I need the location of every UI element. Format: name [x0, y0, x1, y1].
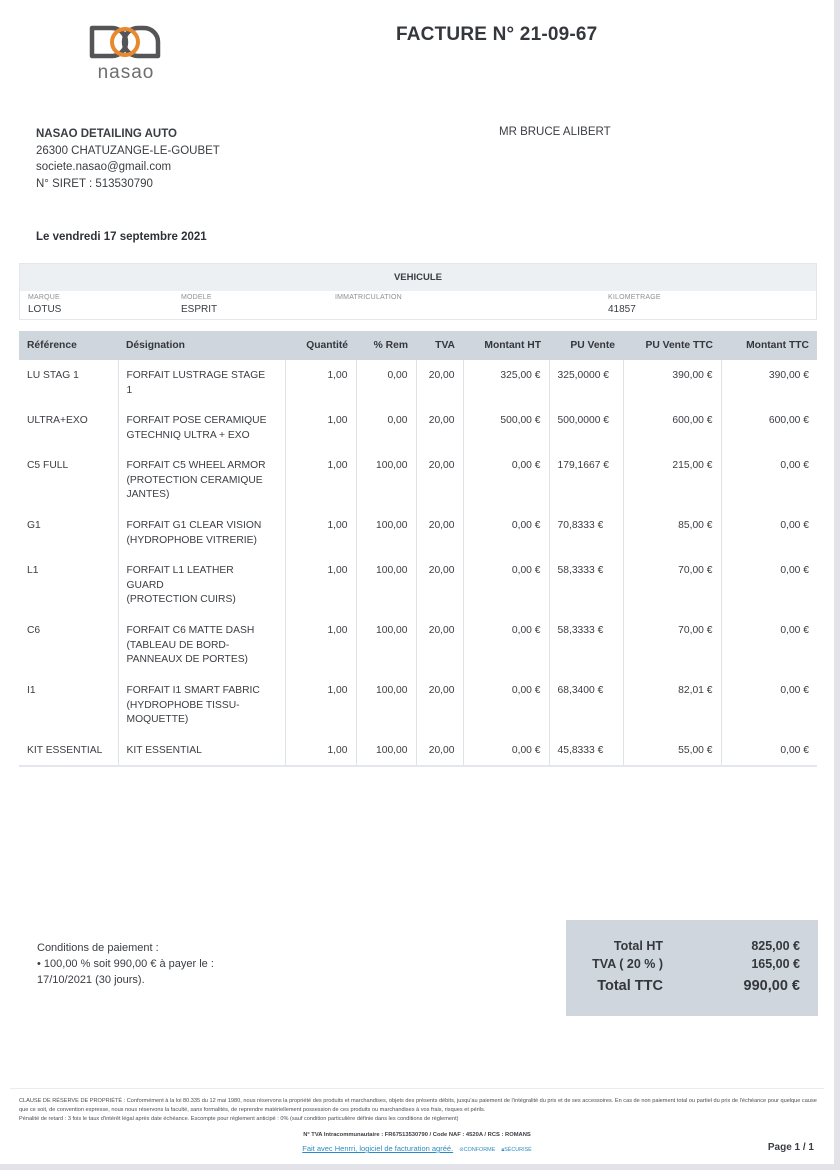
- total-ht-label: Total HT: [613, 939, 663, 953]
- cell-montant-ht: 0,00 €: [463, 555, 549, 615]
- cell-quantite: 1,00: [285, 405, 356, 450]
- payment-line-1: • 100,00 % soit 990,00 € à payer le :: [37, 958, 214, 970]
- tva-label: TVA ( 20 % ): [592, 957, 663, 971]
- table-row: [19, 555, 817, 615]
- logo-wordmark: nasao: [97, 62, 155, 83]
- table-row: [19, 360, 817, 405]
- cell-montant-ht: 500,00 €: [463, 405, 549, 450]
- col-header-quantite: Quantité: [285, 331, 356, 360]
- cell-quantite: 1,00: [285, 510, 356, 555]
- cell-reference: LU STAG 1: [27, 370, 79, 381]
- henrri-link[interactable]: Fait avec Henrri, logiciel de facturation agréé.: [302, 1144, 454, 1153]
- cell-pu-vente: 45,8333 €: [549, 735, 623, 766]
- cell-reference: I1: [27, 685, 36, 696]
- payment-title: Conditions de paiement :: [37, 942, 159, 954]
- cell-rem: 100,00: [356, 615, 416, 675]
- cell-pu-vente-ttc: 215,00 €: [623, 450, 721, 510]
- cell-quantite: 1,00: [285, 450, 356, 510]
- cell-designation: FORFAIT POSE CERAMIQUE GTECHNIQ ULTRA + EXO: [118, 405, 285, 450]
- cell-pu-vente: 58,3333 €: [549, 555, 623, 615]
- company-address: 26300 CHATUZANGE-LE-GOUBET: [36, 144, 220, 157]
- cell-rem: 0,00: [356, 405, 416, 450]
- vehicle-title: VEHICULE: [20, 264, 816, 291]
- cell-rem: 100,00: [356, 510, 416, 555]
- company-siret: N° SIRET : 513530790: [36, 177, 153, 190]
- cell-designation: KIT ESSENTIAL: [118, 735, 285, 766]
- cell-pu-vente: 70,8333 €: [549, 510, 623, 555]
- cell-montant-ht: 325,00 €: [463, 360, 549, 405]
- cell-montant-ttc: 0,00 €: [721, 510, 817, 555]
- cell-tva: 20,00: [416, 735, 463, 766]
- field-value: 41857: [608, 304, 636, 315]
- company-email: societe.nasao@gmail.com: [36, 161, 172, 173]
- cell-quantite: 1,00: [285, 615, 356, 675]
- cell-montant-ht: 0,00 €: [463, 450, 549, 510]
- cell-pu-vente: 58,3333 €: [549, 615, 623, 675]
- cell-designation: FORFAIT C6 MATTE DASH (TABLEAU DE BORD- PANNEAUX DE PORTES): [118, 615, 285, 675]
- cell-quantite: 1,00: [285, 360, 356, 405]
- table-row: [19, 615, 817, 675]
- cell-reference: ULTRA+EXO: [27, 415, 88, 426]
- invoice-title: FACTURE N° 21-09-67: [396, 24, 598, 45]
- conforme-badge: [459, 1147, 495, 1153]
- field-label: KILOMETRAGE: [608, 294, 661, 301]
- cell-montant-ht: 0,00 €: [463, 510, 549, 555]
- cell-quantite: 1,00: [285, 675, 356, 735]
- cell-reference: G1: [27, 520, 41, 531]
- lock-icon: 🔒︎: [501, 1147, 505, 1153]
- table-row: [19, 510, 817, 555]
- cell-designation: FORFAIT I1 SMART FABRIC (HYDROPHOBE TISSU- MOQUETTE): [118, 675, 285, 735]
- cell-montant-ttc: 600,00 €: [721, 405, 817, 450]
- property-clause: [19, 1097, 819, 1125]
- table-row: [19, 450, 817, 510]
- cell-reference: L1: [27, 565, 39, 576]
- cell-pu-vente: 179,1667 €: [549, 450, 623, 510]
- cell-tva: 20,00: [416, 510, 463, 555]
- securise-label: SÉCURISÉ: [504, 1147, 532, 1153]
- client-name: MR BRUCE ALIBERT: [499, 126, 611, 138]
- table-header-row: [19, 331, 817, 360]
- payment-conditions: [37, 940, 214, 988]
- cell-pu-vente: 68,3400 €: [549, 675, 623, 735]
- col-header-montant-ttc: Montant TTC: [721, 331, 817, 360]
- cell-pu-vente-ttc: 600,00 €: [623, 405, 721, 450]
- table-row: [19, 405, 817, 450]
- footer-divider: [10, 1088, 824, 1089]
- cell-reference: KIT ESSENTIAL: [19, 735, 118, 766]
- company-name: NASAO DETAILING AUTO: [36, 128, 177, 140]
- col-header-montant-ht: Montant HT: [463, 331, 549, 360]
- cell-tva: 20,00: [416, 405, 463, 450]
- cell-tva: 20,00: [416, 615, 463, 675]
- conforme-label: CONFORME: [463, 1147, 496, 1153]
- field-value: LOTUS: [28, 304, 62, 315]
- cell-montant-ht: 0,00 €: [463, 615, 549, 675]
- vehicle-field-marque: [28, 294, 61, 315]
- cell-designation: FORFAIT C5 WHEEL ARMOR (PROTECTION CERAMIQUE JANTES): [118, 450, 285, 510]
- cell-montant-ttc: 390,00 €: [721, 360, 817, 405]
- cell-designation: FORFAIT L1 LEATHER GUARD (PROTECTION CUIRS): [118, 555, 285, 615]
- page-number: Page 1 / 1: [767, 1142, 814, 1153]
- company-info: [36, 126, 220, 192]
- invoice-date: Le vendredi 17 septembre 2021: [36, 231, 207, 243]
- cell-montant-ht: 0,00 €: [463, 675, 549, 735]
- securise-badge: [501, 1147, 531, 1153]
- items-body: [19, 360, 817, 766]
- made-with: [0, 1144, 834, 1154]
- cell-montant-ttc: 0,00 €: [721, 450, 817, 510]
- cell-rem: 0,00: [356, 360, 416, 405]
- page-shadow-right: [834, 0, 840, 1170]
- cell-pu-vente: 325,0000 €: [549, 360, 623, 405]
- cell-quantite: 1,00: [285, 735, 356, 766]
- cell-rem: 100,00: [356, 675, 416, 735]
- cell-designation: FORFAIT G1 CLEAR VISION (HYDROPHOBE VITRERIE): [118, 510, 285, 555]
- col-header-tva: TVA: [416, 331, 463, 360]
- total-ht-value: 825,00 €: [751, 939, 800, 953]
- cell-pu-vente-ttc: 70,00 €: [623, 555, 721, 615]
- cell-montant-ttc: 0,00 €: [721, 615, 817, 675]
- cell-rem: 100,00: [356, 735, 416, 766]
- cell-pu-vente-ttc: 70,00 €: [623, 615, 721, 675]
- penalty-text: Pénalité de retard : 3 fois le taux d'intérêt légal après date échéance. Escompte pour règlement anticipé : 0% (sauf condition particulière définie dans les conditions de règlement): [19, 1116, 459, 1123]
- table-row: [19, 675, 817, 735]
- col-header-rem: % Rem: [356, 331, 416, 360]
- cell-tva: 20,00: [416, 450, 463, 510]
- field-value: ESPRIT: [181, 304, 218, 315]
- cell-montant-ttc: 0,00 €: [721, 735, 817, 766]
- cell-reference: C6: [27, 625, 41, 636]
- cell-pu-vente: 500,0000 €: [549, 405, 623, 450]
- cell-pu-vente-ttc: 82,01 €: [623, 675, 721, 735]
- cell-pu-vente-ttc: 55,00 €: [623, 735, 721, 766]
- col-header-designation: Désignation: [118, 331, 285, 360]
- cell-tva: 20,00: [416, 555, 463, 615]
- vehicle-field-immatriculation: [335, 294, 402, 304]
- items-table: [19, 331, 817, 767]
- vehicle-box: [19, 263, 817, 320]
- legal-info: N° TVA Intracommunautaire : FR67513530790 / Code NAF : 4520A / RCS : ROMANS: [303, 1132, 531, 1138]
- check-circle-icon: ⊘: [459, 1147, 464, 1153]
- clause-text: CLAUSE DE RÉSERVE DE PROPRIÉTÉ : Conformément à la loi 80.335 du 12 mai 1980, nous réservons la propriété des produits et marchandises, objets des présents débits, jusqu'au paiement de l'intégralité du prix et de ses accessoires. En cas de non paiement total ou partiel du prix de l'échéance pour quelque cause que ce soit, de convention expresse, nous nous réservons la faculté, sans formalités, de reprendre matériellement possession de ces produits ou marchandises à vos frais, risques et périls.: [19, 1098, 817, 1114]
- cell-tva: 20,00: [416, 360, 463, 405]
- vehicle-field-modele: [181, 294, 217, 315]
- page-shadow-bottom: [0, 1164, 840, 1170]
- logo-mark-icon: [86, 22, 166, 62]
- cell-tva: 20,00: [416, 675, 463, 735]
- cell-montant-ttc: 0,00 €: [721, 555, 817, 615]
- field-label: MODELE: [181, 294, 212, 301]
- cell-pu-vente-ttc: 390,00 €: [623, 360, 721, 405]
- cell-reference: C5 FULL: [27, 460, 69, 471]
- payment-line-2: 17/10/2021 (30 jours).: [37, 974, 145, 986]
- tva-value: 165,00 €: [751, 957, 800, 971]
- vehicle-field-kilometrage: [608, 294, 661, 315]
- cell-montant-ht: 0,00 €: [463, 735, 549, 766]
- cell-montant-ttc: 0,00 €: [721, 675, 817, 735]
- cell-rem: 100,00: [356, 450, 416, 510]
- company-logo: [86, 22, 166, 84]
- col-header-reference: Référence: [19, 331, 118, 360]
- table-row: [19, 735, 817, 766]
- col-header-pu-vente: PU Vente: [549, 331, 623, 360]
- total-ttc-value: 990,00 €: [743, 978, 800, 994]
- cell-quantite: 1,00: [285, 555, 356, 615]
- field-label: IMMATRICULATION: [335, 294, 402, 301]
- cell-designation: FORFAIT LUSTRAGE STAGE 1: [118, 360, 285, 405]
- total-ttc-label: Total TTC: [597, 978, 663, 994]
- field-label: MARQUE: [28, 294, 60, 301]
- cell-rem: 100,00: [356, 555, 416, 615]
- col-header-pu-vente-ttc: PU Vente TTC: [623, 331, 721, 360]
- cell-pu-vente-ttc: 85,00 €: [623, 510, 721, 555]
- totals-box: [566, 920, 818, 1016]
